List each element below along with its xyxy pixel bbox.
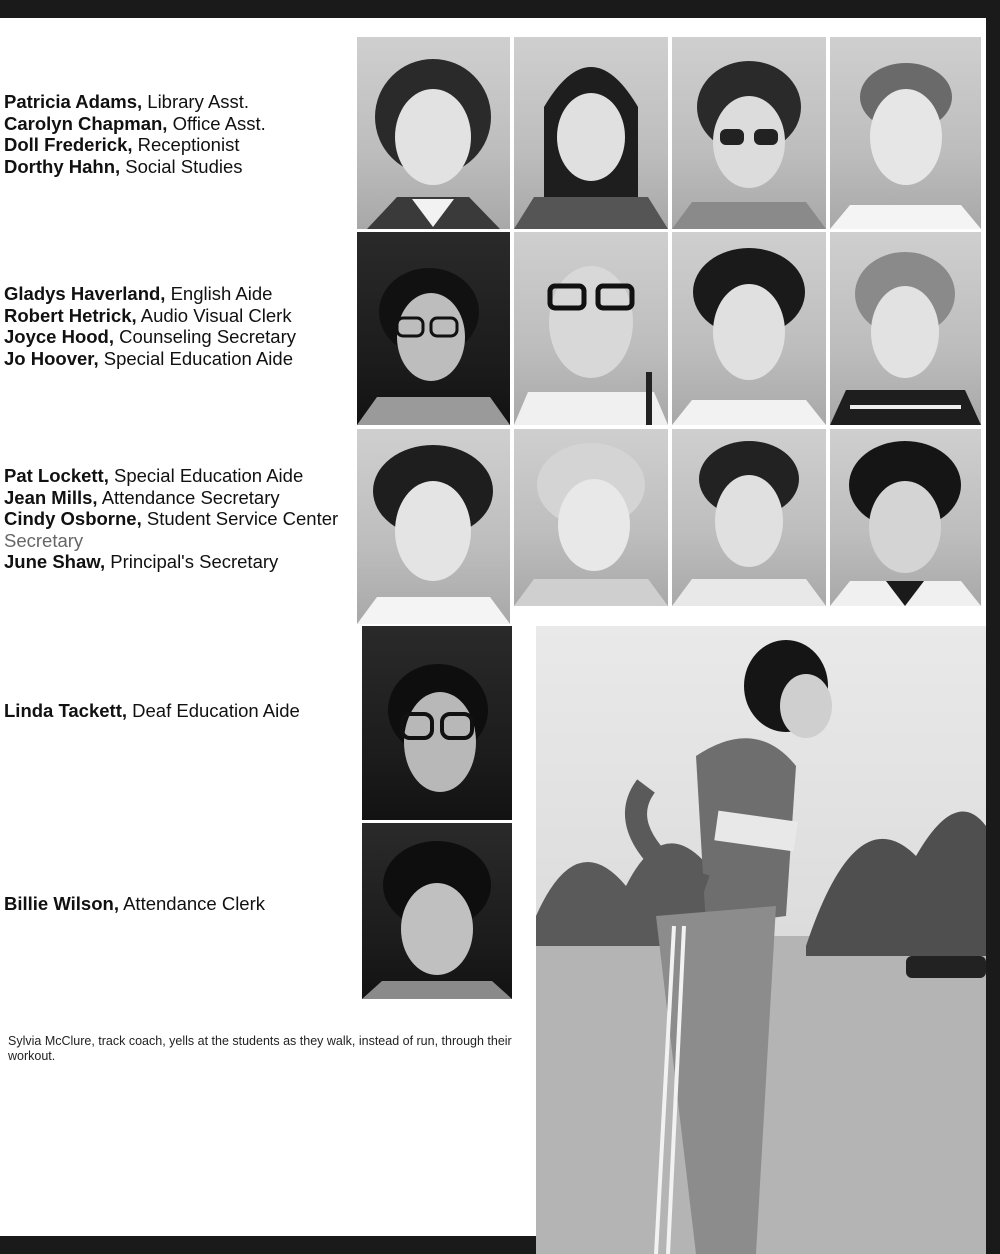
portrait-cindy-osborne (672, 429, 826, 606)
caption-group-1 (4, 91, 266, 177)
caption-line: June Shaw, Principal's Secretary (4, 551, 279, 572)
caption-line: Doll Frederick, Receptionist (4, 134, 240, 155)
caption-line: Joyce Hood, Counseling Secretary (4, 326, 297, 347)
caption-group-2 (4, 283, 296, 369)
caption-line: Robert Hetrick, Audio Visual Clerk (4, 304, 292, 326)
portrait-jean-mills (514, 429, 668, 606)
caption-line: Patricia Adams, Library Asst. (4, 91, 250, 112)
track-coach-photo (536, 626, 986, 1254)
caption-line: Linda Tackett, Deaf Education Aide (4, 700, 300, 721)
portrait-robert-hetrick (514, 232, 668, 425)
bottom-page-border (0, 1236, 540, 1254)
caption-group-3 (4, 465, 338, 573)
portrait-joyce-hood (672, 232, 826, 425)
portrait-billie-wilson (362, 823, 512, 999)
portrait-patricia-adams (357, 37, 510, 229)
photo-caption: Sylvia McClure, track coach, yells at the students as they walk, instead of run, through their workout. (8, 1034, 512, 1063)
caption-line: Gladys Haverland, English Aide (4, 283, 273, 304)
portrait-gladys-haverland (357, 232, 510, 425)
portrait-june-shaw (830, 429, 981, 606)
caption-line: Secretary (4, 529, 84, 551)
caption-line: Billie Wilson, Attendance Clerk (4, 893, 265, 914)
portrait-linda-tackett (362, 626, 512, 820)
portrait-jo-hoover (830, 232, 981, 425)
top-page-border (0, 0, 1000, 18)
right-page-border (986, 0, 1000, 1254)
caption-line: Jean Mills, Attendance Secretary (4, 486, 280, 508)
caption-line: Jo Hoover, Special Education Aide (4, 347, 293, 369)
portrait-doll-frederick (672, 37, 826, 229)
portrait-carolyn-chapman (514, 37, 668, 229)
caption-line: Cindy Osborne, Student Service Center (4, 508, 339, 529)
portrait-pat-lockett (357, 429, 510, 624)
caption-line: Dorthy Hahn, Social Studies (4, 155, 243, 177)
caption-line: Pat Lockett, Special Education Aide (4, 465, 304, 486)
caption-group-4 (4, 700, 300, 722)
caption-group-5 (4, 893, 265, 915)
portrait-dorthy-hahn (830, 37, 981, 229)
caption-line: Carolyn Chapman, Office Asst. (4, 112, 266, 134)
